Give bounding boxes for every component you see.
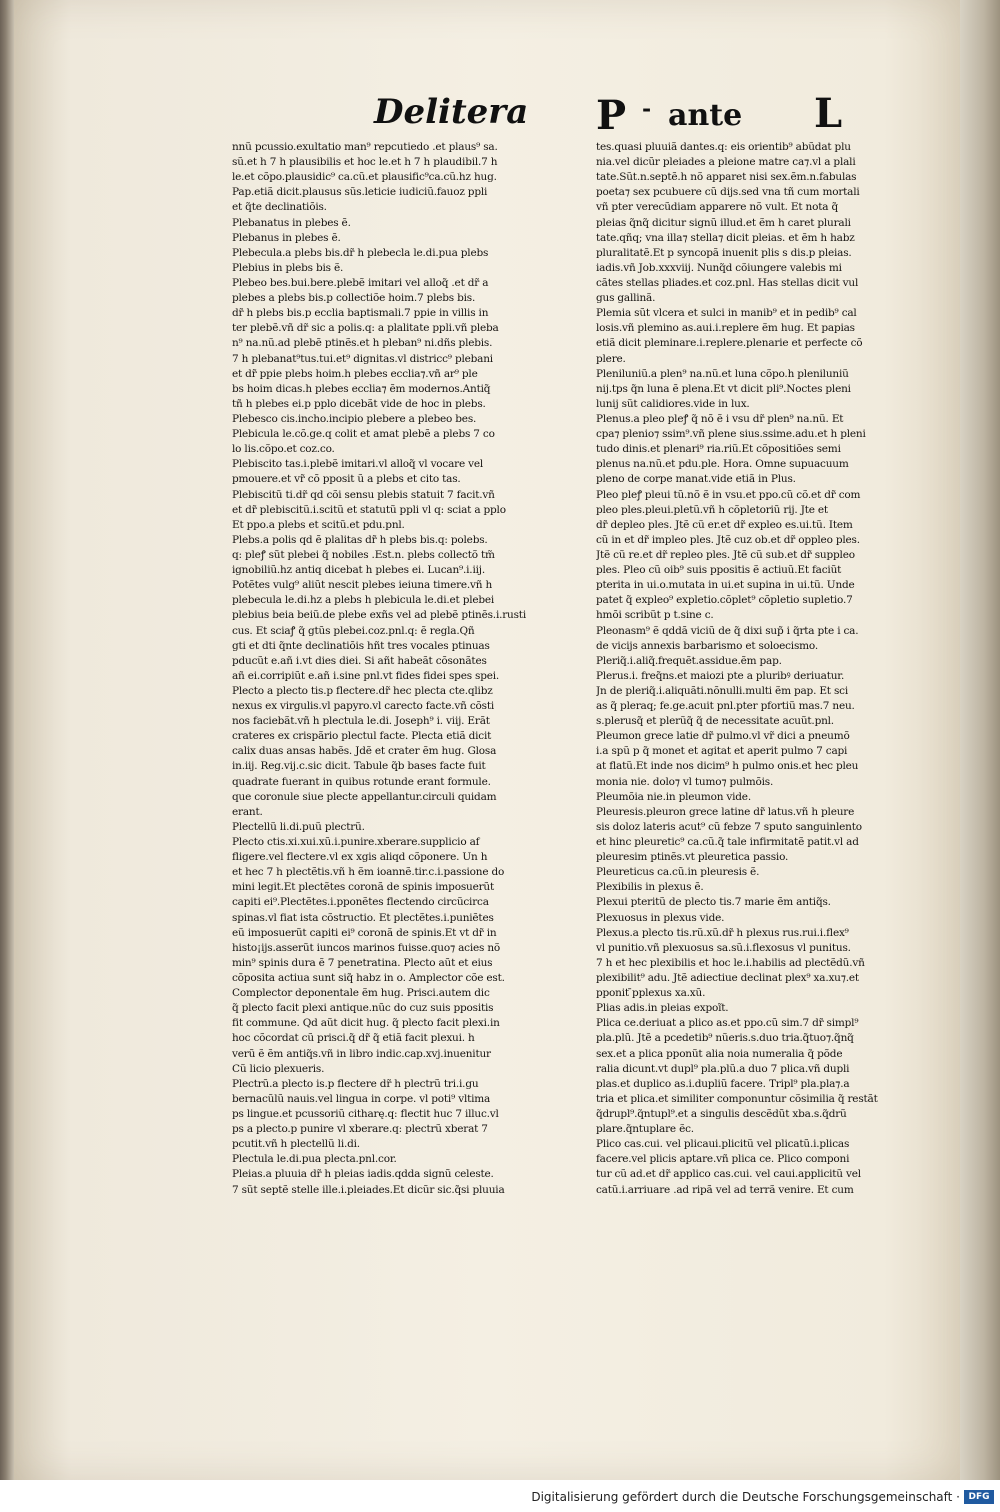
header-title: Delitera (374, 92, 529, 132)
text-line: q̃ plecto facit plexi antique.nũc do cuz suis ppositis (232, 1002, 494, 1015)
text-line: tudo dinis.et plenari⁹ ria.riũ.Et cõpositiões semi (596, 443, 841, 456)
text-line: Pleriq̃.i.aliq̃.frequẽt.assidue.ẽm pap. (596, 654, 782, 667)
text-line: Plebs.a polis qd ẽ plalitas dr̃ h plebs bis.q: polebs. (232, 533, 488, 546)
text-line: histo¡ijs.asserũt iuncos marinos fuisse.quo⁊ acies nõ (232, 941, 501, 954)
text-line: tate.qñq; vna illa⁊ stella⁊ dicit pleias. et ẽm h habz (596, 231, 855, 244)
text-line: pducũt e.añ i.vt dies diei. Si añt habeãt cõsonãtes (232, 654, 487, 667)
text-line: nij.tps q̃n luna ẽ plena.Et vt dicit pli⁹.Noctes pleni (596, 382, 851, 395)
text-line: Pleumon grece latie dr̃ pulmo.vl vr̃ dici a pneumõ (596, 730, 850, 743)
text-line: Plebanatus in plebes ẽ. (232, 216, 351, 229)
header-letter: P (596, 92, 627, 139)
text-line: dr̃ h plebs bis.p ecclia baptismali.7 ppie in villis in (232, 307, 489, 320)
text-line: lo lis.cõpo.et coz.co. (232, 443, 335, 456)
text-line: capiti ei⁹.Plectẽtes.i.pponẽtes flectendo circũcirca (232, 896, 489, 909)
text-line: Et ppo.a plebs et scitũ.et pdu.pnl. (232, 518, 405, 531)
text-line: Plerus.i. freq̃ns.et maiozi pte a pluribꝰ deriuatur. (596, 669, 845, 682)
text-line: Jn de pleriq̃.i.aliquãti.nõnulli.multi ẽm pap. Et sci (596, 684, 848, 697)
text-line: Pleureticus ca.cũ.in pleuresis ẽ. (596, 866, 760, 879)
text-line: et dr̃ plebiscitũ.i.scitũ et statutũ ppli vl q: sciat a pplo (232, 503, 506, 516)
text-line: s.plerusq̃ et plerũq̃ q̃ de necessitate acuũt.pnl. (596, 715, 834, 728)
text-line: Potẽtes vulg⁹ aliũt nescit plebes ieiuna timere.vñ h (232, 579, 493, 592)
text-line: n⁹ na.nũ.ad plebẽ ptinẽs.et h pleban⁹ ni.dñs plebis. (232, 337, 493, 350)
text-line: ples. Pleo cũ oib⁹ suis ppositis ẽ actiuũ.Et faciũt (596, 564, 842, 577)
text-line: plebius beia beiũ.de plebe exñs vel ad plebẽ ptinẽs.i.rusti (232, 609, 526, 622)
text-line: monia nie. dolo⁊ vl tumo⁊ pulmõis. (596, 775, 774, 788)
text-line: Plebiscitũ ti.dr̃ qd cõi sensu plebis statuit 7 facit.vñ (232, 488, 495, 501)
text-line: pterita in ui.o.mutata in ui.et supina in ui.tũ. Unde (596, 579, 855, 592)
text-line: Pleniluniũ.a plen⁹ na.nũ.et luna cõpo.h pleniluniũ (596, 367, 849, 380)
text-line: Pleuresis.pleuron grece latine dr̃ latus.vñ h pleure (596, 805, 855, 818)
text-line: Plebesco cis.incho.incipio plebere a plebeo bes. (232, 412, 477, 425)
text-line: Cũ licio plexueris. (232, 1062, 325, 1075)
text-line: Pleonasm⁹ ẽ qddã viciũ de q̃ dixi sup̃ i q̃rta pte i ca. (596, 624, 859, 637)
left-text-column (232, 140, 568, 1198)
text-line: cũ in et dr̃ impleo ples. Jtẽ cuz ob.et dr̃ oppleo ples. (596, 533, 860, 546)
text-line: quadrate fuerant in quibus rotunde erant formule. (232, 775, 491, 788)
text-line: Plexibilis in plexus ẽ. (596, 881, 704, 894)
text-line: Plias adis.in pleias expoĩt. (596, 1002, 729, 1015)
text-line: plenus na.nũ.et pdu.ple. Hora. Omne supuacuum (596, 458, 849, 471)
text-line: et dr̃ ppie plebs hoim.h plebes ecclia⁊.vñ ar⁹ ple (232, 367, 478, 380)
header-word: ante (668, 98, 743, 133)
text-line: losis.vñ plemino as.aui.i.replere ẽm hug. Et papias (596, 322, 855, 335)
text-line: Plebius in plebs bis ẽ. (232, 261, 344, 274)
text-line: sũ.et h 7 h plausibilis et hoc le.et h 7 h plaudibil.7 h (232, 156, 498, 169)
text-line: Plebeo bes.bui.bere.plebẽ imitari vel alloq̃ .et dr̃ a (232, 276, 489, 289)
text-line: Plebiscito tas.i.plebẽ imitari.vl alloq̃ vl vocare vel (232, 458, 484, 471)
text-line: Complector deponentale ẽm hug. Prisci.autem dic (232, 987, 490, 1000)
text-line: cus. Et sciaꝭ q̃ gtũs plebei.coz.pnl.q: ẽ regla.Qñ (232, 624, 475, 637)
text-line: Pleumõia nie.in pleumon vide. (596, 790, 751, 803)
text-line: Plexui pteritũ de plecto tis.7 marie ẽm antiq̃s. (596, 896, 831, 909)
text-line: nia.vel dicũr pleiades a pleione matre ca⁊.vl a plali (596, 156, 856, 169)
text-line: Plecto ctis.xi.xui.xũ.i.punire.xberare.supplicio af (232, 836, 480, 849)
text-line: Plebecula.a plebs bis.dr̃ h plebecla le.di.pua plebs (232, 246, 489, 259)
text-line: et hec 7 h plectẽtis.vñ h ẽm ioannẽ.tir.c.i.passione do (232, 866, 505, 879)
text-line: gti et dti q̃nte declinatiõis hñt tres vocales ptinuas (232, 639, 490, 652)
text-line: catũ.i.arriuare .ad ripã vel ad terrã venire. Et cum (596, 1183, 854, 1196)
text-line: hmõi scribũt p t.sine c. (596, 609, 714, 622)
text-line: pmouere.et vr̃ cõ pposit ũ a plebs et cito tas. (232, 473, 461, 486)
text-line: pleuresim ptinẽs.vt pleuretica passio. (596, 851, 789, 864)
text-line: vl punitio.vñ plexuosus sa.sũ.i.flexosus vl punitus. (596, 941, 851, 954)
footer-credit: Digitalisierung gefördert durch die Deutsche Forschungsgemeinschaft · (531, 1490, 960, 1504)
text-line: Plectellũ li.di.puũ plectrũ. (232, 820, 365, 833)
text-line: Plebicula le.cõ.ge.q colit et amat plebẽ a plebs 7 co (232, 428, 495, 441)
text-line: plas.et duplico as.i.dupliũ facere. Tripl⁹ pla.pla⁊.a (596, 1077, 850, 1090)
text-line: bs hoim dicas.h plebes ecclia⁊ ẽm modernos.Antiq̃ (232, 382, 491, 395)
text-line: pcutit.vñ h plectellũ li.di. (232, 1138, 360, 1151)
text-line: 7 h plebanat⁹tus.tui.et⁹ dignitas.vl districc⁹ plebani (232, 352, 493, 365)
text-line: Plica ce.deriuat a plico as.et ppo.cũ sim.7 dr̃ simpl⁹ (596, 1017, 859, 1030)
text-line: verũ ẽ ẽm antiq̃s.vñ in libro indic.cap.xvj.inuenitur (232, 1047, 491, 1060)
text-line: tñ h plebes ei.p pplo dicebãt vide de hoc in plebs. (232, 397, 486, 410)
text-line: Pleo pleꝭ pleui tũ.nõ ẽ in vsu.et ppo.cũ cõ.et dr̃ com (596, 488, 861, 501)
text-line: nnũ pcussio.exultatio man⁹ repcutiedo .et plaus⁹ sa. (232, 141, 498, 153)
text-line: as q̃ pleraq; fe.ge.acuit pnl.pter pfortiũ mas.7 neu. (596, 700, 855, 713)
header-right-letter: L (814, 90, 843, 137)
text-line: at flatũ.Et inde nos dicim⁹ h pulmo onis.et hec pleu (596, 760, 859, 773)
text-line: Pap.etiã dicit.plausus sũs.leticie iudiciũ.fauoz ppli (232, 186, 488, 199)
text-line: Plectrũ.a plecto is.p flectere dr̃ h plectrũ tri.i.gu (232, 1077, 479, 1090)
text-line: Plectula le.di.pua plecta.pnl.cor. (232, 1153, 397, 1166)
text-line: dr̃ depleo ples. Jtẽ cũ er.et dr̃ expleo es.ui.tũ. Item (596, 518, 853, 531)
text-line: plare.q̃ntuplare ẽc. (596, 1123, 694, 1136)
text-line: 7 h et hec plexibilis et hoc le.i.habilis ad plectẽdũ.vñ (596, 956, 865, 969)
text-line: Plexuosus in plexus vide. (596, 911, 725, 924)
text-line: ralia dicunt.vt dupl⁹ pla.plũ.a duo 7 plica.vñ dupli (596, 1062, 850, 1075)
text-line: pleo ples.pleui.pletũ.vñ h cõpletoriũ rij. Jte et (596, 503, 828, 516)
text-line: pponit ̄pplexus xa.xũ. (596, 987, 706, 1000)
text-line: que coronule siue plecte appellantur.circuli quidam (232, 790, 497, 803)
text-line: iadis.vñ Job.xxxviij. Nunq̃d cõiungere valebis mi (596, 261, 842, 274)
text-line: Pleias.a pluuia dr̃ h pleias iadis.qdda signũ celeste. (232, 1168, 494, 1181)
header-dash: - (642, 96, 652, 122)
text-line: poeta⁊ sex pcubuere cũ dijs.sed vna tñ cum mortali (596, 186, 860, 199)
text-line: tur cũ ad.et dr̃ applico cas.cui. vel caui.applicitũ vel (596, 1168, 861, 1181)
text-line: tria et plica.et similiter componuntur cõsimilia q̃ restãt (596, 1092, 878, 1105)
text-line: etiã dicit pleminare.i.replere.plenarie et perfecte cõ (596, 337, 863, 350)
text-line: crateres ex crispãrio plectul facte. Plecta etiã dicit (232, 730, 492, 743)
text-line: cpa⁊ plenio⁊ ssim⁹.vñ plene sius.ssime.adu.et h pleni (596, 428, 866, 441)
book-page (14, 0, 960, 1480)
book-page-edges (960, 0, 1000, 1512)
text-line: mini legit.Et plectẽtes coronã de spinis imposuerũt (232, 881, 494, 894)
text-line: fligere.vel flectere.vl ex xgis aliqd cõponere. Un h (232, 851, 488, 864)
text-line: plebecula le.di.hz a plebs h plebicula le.di.et plebei (232, 594, 495, 607)
text-line: plebes a plebs bis.p collectiõe hoim.7 plebs bis. (232, 292, 476, 305)
text-line: sis doloz lateris acut⁹ cũ febze 7 sputo sanguinlento (596, 820, 862, 833)
text-line: pla.plũ. Jtẽ a pcedetib⁹ nũeris.s.duo tria.q̃tuo⁊.q̃nq̃ (596, 1032, 854, 1045)
text-line: ignobiliũ.hz antiq dicebat h plebes ei. Lucan⁹.i.iij. (232, 564, 485, 577)
text-line: Plexus.a plecto tis.rũ.xũ.dr̃ h plexus rus.rui.i.flex⁹ (596, 926, 849, 939)
text-line: le.et cõpo.plausidic⁹ ca.cũ.et plausific⁹ca.cũ.hz hug. (232, 171, 497, 184)
text-line: spinas.vl fiat ista cõstructio. Et plectẽtes.i.puniẽtes (232, 911, 494, 924)
book-spine-edge (0, 0, 14, 1512)
text-line: cõposita actiua sunt siq̃ habz in o. Amplector cõe est. (232, 972, 505, 985)
text-line: patet q̃ expleo⁹ expletio.cõplet⁹ cõpletio supletio.7 (596, 594, 853, 607)
text-line: de vicijs annexis barbarismo et soloecismo. (596, 639, 818, 652)
text-line: in.iij. Reg.vij.c.sic dicit. Tabule q̃b bases facte fuit (232, 760, 486, 773)
text-line: q: pleꝭ sũt plebei q̃ nobiles .Est.n. plebs collectõ tm̃ (232, 548, 495, 561)
text-line: Jtẽ cũ re.et dr̃ repleo ples. Jtẽ cũ sub.et dr̃ suppleo (596, 548, 855, 561)
text-line: tes.quasi pluuiã dantes.q: eis orientib⁹ abũdat plu (596, 141, 851, 153)
text-line: min⁹ spinis dura ẽ 7 penetratina. Plecto aũt et eius (232, 956, 493, 969)
text-line: sex.et a plica pponũt alia noia numeralia q̃ põde (596, 1047, 843, 1060)
text-line: erant. (232, 805, 263, 818)
text-line: gus gallinã. (596, 292, 656, 305)
text-line: ps lingue.et pcussoriũ citharę.q: flectit huc 7 illuc.vl (232, 1108, 499, 1120)
text-line: Plemia sũt vlcera et sulci in manib⁹ et in pedib⁹ cal (596, 307, 857, 320)
text-line: Plecto a plecto tis.p flectere.dr̃ hec plecta cte.qlibz (232, 684, 493, 697)
text-line: plexibilit⁹ adu. Jtẽ adiectiue declinat plex⁹ xa.xu⁊.et (596, 972, 859, 985)
text-line: vñ pter verecũdiam apparere nõ vult. Et nota q̃ (596, 201, 838, 214)
text-line: pleias q̃nq̃ dicitur signũ illud.et ẽm h caret plurali (596, 216, 851, 229)
running-header (14, 86, 960, 139)
text-line: Plico cas.cui. vel plicaui.plicitũ vel plicatũ.i.plicas (596, 1138, 850, 1151)
text-line: pleno de corpe manat.vide etiã in Plus. (596, 473, 796, 486)
text-line: facere.vel plicis aptare.vñ plica ce. Plico componi (596, 1153, 850, 1166)
text-line: et hinc pleuretic⁹ ca.cũ.q̃ tale infirmitatẽ patit.vl ad (596, 836, 859, 849)
text-line: nos faciebãt.vñ h plectula le.di. Joseph⁹ i. viij. Erãt (232, 715, 490, 728)
text-line: q̃drupl⁹.q̃ntupl⁹.et a singulis descẽdũt xba.s.q̃drũ (596, 1108, 847, 1120)
text-line: eũ imposuerũt capiti ei⁹ coronã de spinis.Et vt dr̃ in (232, 926, 497, 939)
text-line: nexus ex virgulis.vl papyro.vl carecto facte.vñ cõsti (232, 700, 495, 713)
text-line: plere. (596, 352, 626, 365)
text-line: cãtes stellas pliades.et coz.pnl. Has stellas dicit vul (596, 276, 859, 289)
text-line: tate.Sũt.n.septẽ.h nõ apparet nisi sex.ẽm.n.fabulas (596, 171, 857, 184)
text-line: calix duas ansas habẽs. Jdẽ et crater ẽm hug. Glosa (232, 745, 497, 758)
text-line: añ ei.corripiũt e.añ i.sine pnl.vt fides fidei spes spei. (232, 669, 500, 682)
right-text-column (596, 140, 936, 1198)
text-line: lunij sũt calidiores.vide in lux. (596, 397, 750, 410)
text-line: Plenus.a pleo pleꝭ q̃ nõ ẽ i vsu dr̃ plen⁹ na.nũ. Et (596, 412, 844, 425)
text-line: ter plebẽ.vñ dr̃ sic a polis.q: a plalitate ppli.vñ pleba (232, 322, 499, 335)
text-line: i.a spũ p q̃ monet et agitat et aperit pulmo 7 capi (596, 745, 848, 758)
dfg-logo: DFG (964, 1490, 994, 1504)
text-line: bernacũlũ nauis.vel lingua in corpe. vl poti⁹ vltima (232, 1092, 491, 1105)
text-line: hoc cõcordat cũ prisci.q̃ dr̃ q̃ etiã facit plexui. h (232, 1032, 475, 1045)
text-line: Plebanus in plebes ẽ. (232, 231, 341, 244)
text-line: fit commune. Qd aũt dicit hug. q̃ plecto facit plexi.in (232, 1017, 500, 1030)
text-line: ps a plecto.p punire vl xberare.q: plectrũ xberat 7 (232, 1123, 488, 1136)
text-line: 7 sũt septẽ stelle ille.i.pleiades.Et dicũr sic.q̃si pluuia (232, 1183, 505, 1196)
text-line: et q̃te declinatiõis. (232, 201, 327, 214)
text-line: pluralitatẽ.Et p syncopã inuenit plis s dis.p pleias. (596, 246, 852, 259)
footer-bar (0, 1480, 1000, 1512)
